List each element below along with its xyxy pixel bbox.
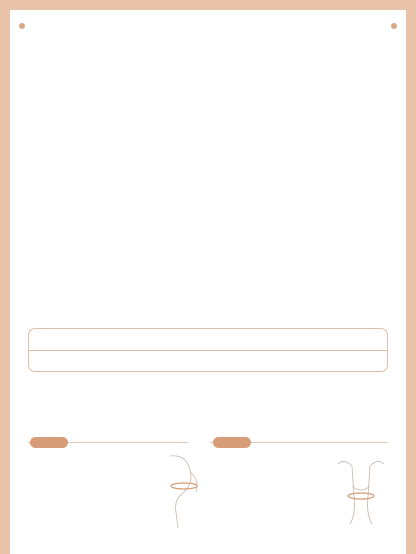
difference-label xyxy=(29,350,387,371)
step2-badge xyxy=(213,437,251,448)
cup-table xyxy=(29,329,387,371)
underbust-measure-illustration xyxy=(332,456,390,526)
title-row xyxy=(10,48,406,88)
pin-left xyxy=(19,23,25,29)
step1-badge xyxy=(30,437,68,448)
cup-size-label xyxy=(29,329,387,350)
pin-right xyxy=(391,23,397,29)
size-chart-sheet xyxy=(10,10,406,554)
bust-measure-illustration xyxy=(160,450,204,530)
cup-table-frame xyxy=(28,328,388,372)
